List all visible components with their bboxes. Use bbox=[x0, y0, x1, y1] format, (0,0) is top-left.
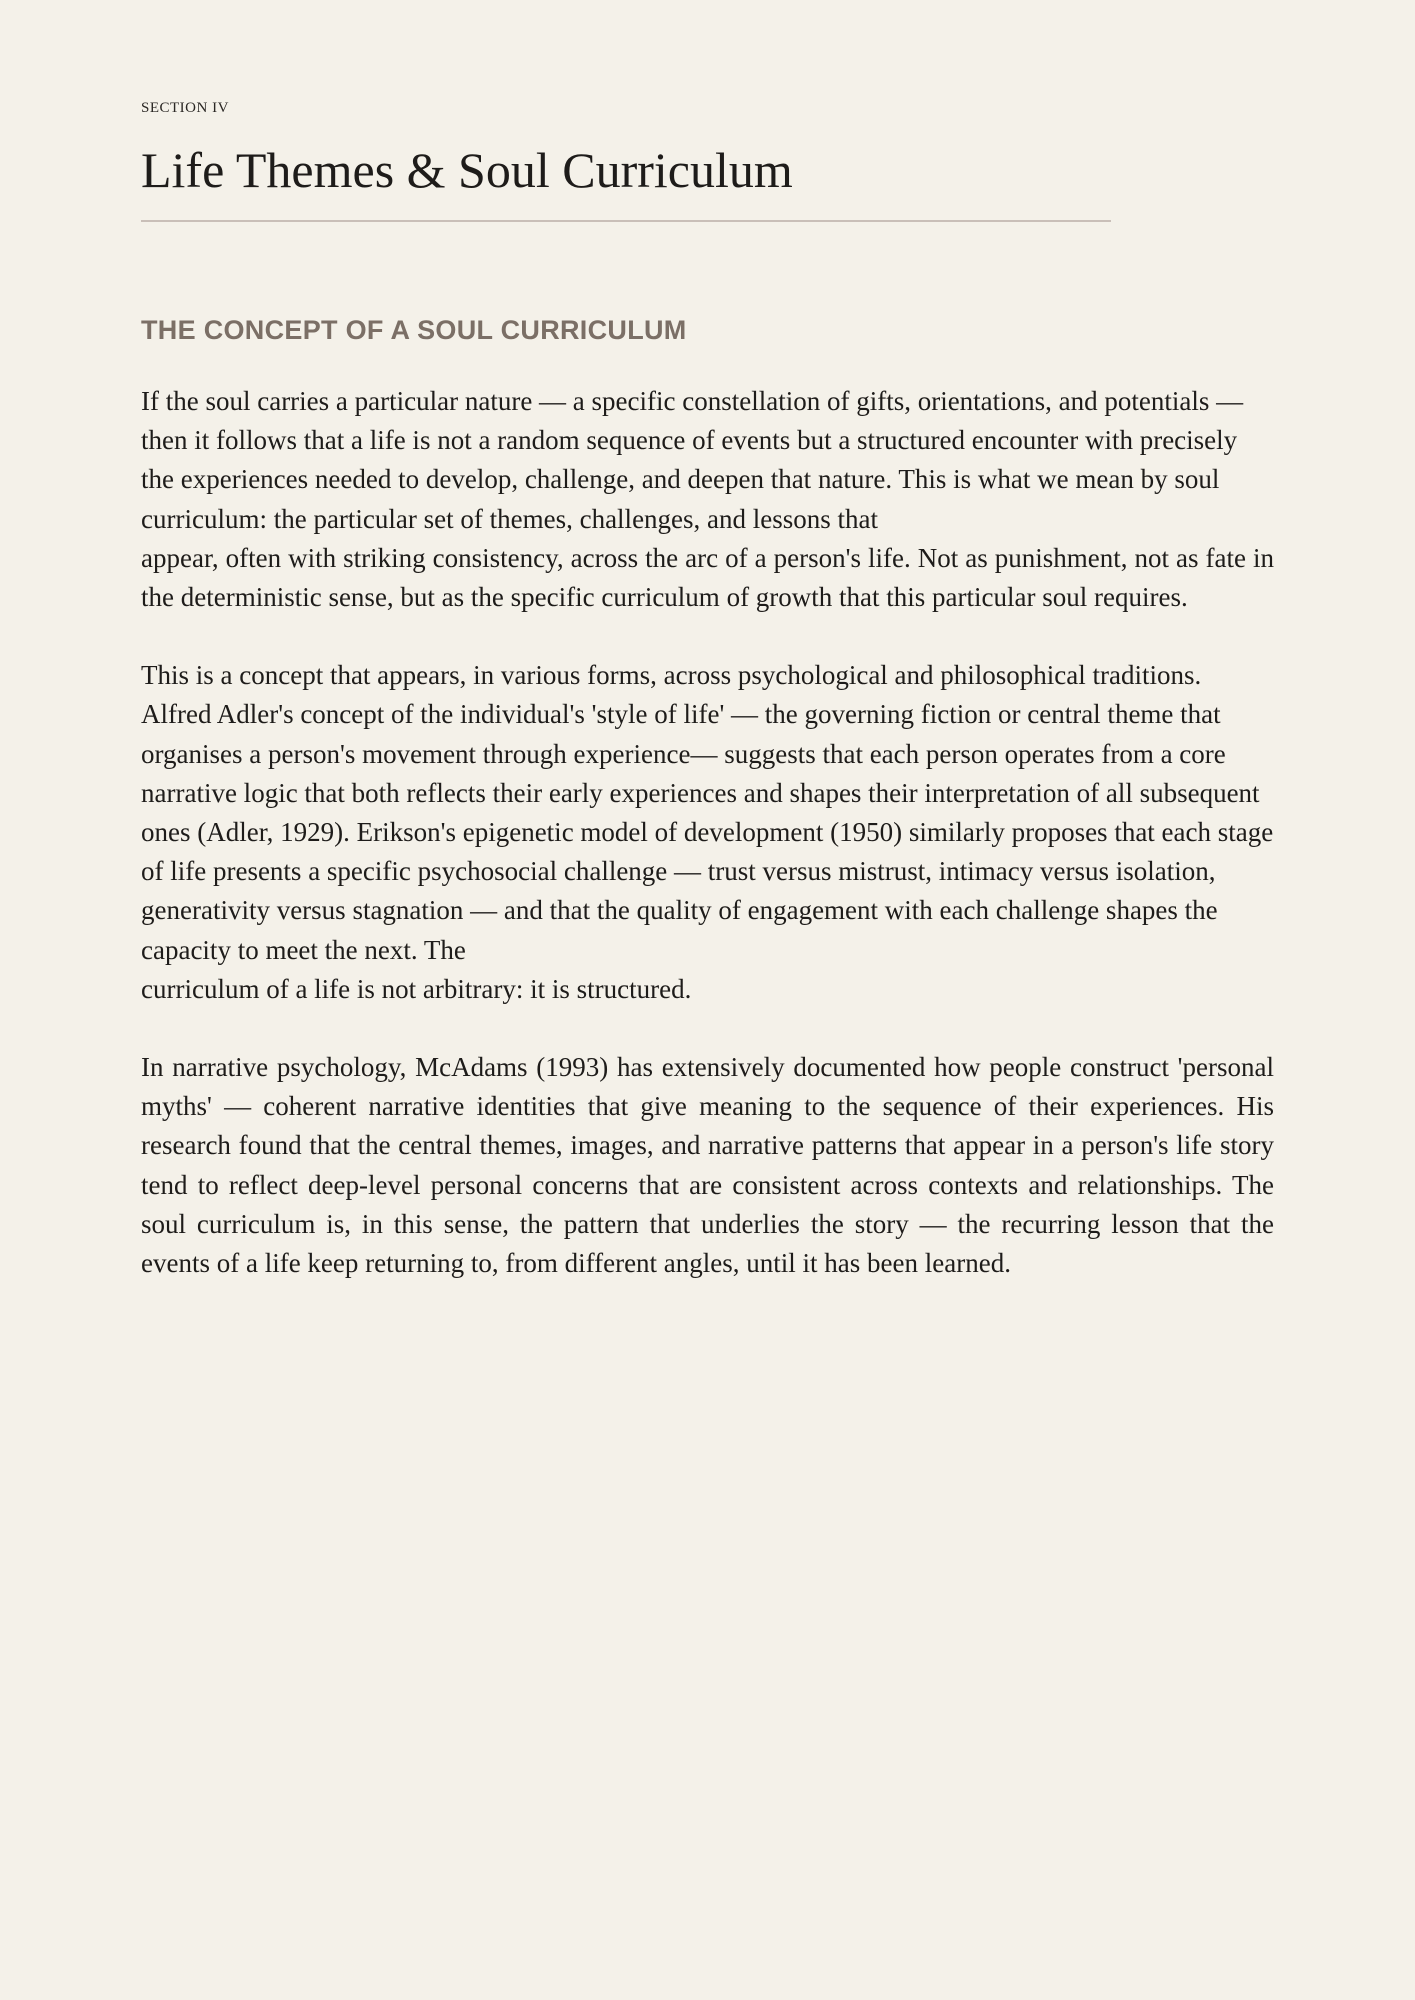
page-title: Life Themes & Soul Curriculum bbox=[141, 142, 793, 198]
paragraph-1 bbox=[141, 382, 1274, 617]
section-label: SECTION IV bbox=[141, 100, 229, 116]
paragraph-2 bbox=[141, 656, 1274, 1009]
paragraph-1-part-2: appear, often with striking consistency, across the arc of a person's life. Not as punishment, not as fate in the deterministic sense, but as the specific curriculum of growth that this particular soul requires. bbox=[141, 542, 1274, 613]
body-text bbox=[141, 382, 1274, 1322]
title-divider bbox=[141, 220, 1111, 222]
subsection-heading: THE CONCEPT OF A SOUL CURRICULUM bbox=[141, 315, 687, 345]
paragraph-2-part-1: This is a concept that appears, in various forms, across psychological and philosophical traditions. Alfred Adler's concept of the individual's 'style of life' — the governing fiction or central theme that organises a person's movement through experience— suggests that each person operates from a core narrative logic that both reflects their early experiences and shapes their interpretation of all subsequent ones (Adler, 1929). Erikson's epigenetic model of development (1950) similarly proposes that each stage of life presents a specific psychosocial challenge — trust versus mistrust, intimacy versus isolation, generativity versus stagnation — and that the quality of engagement with each challenge shapes the capacity to meet the next. The bbox=[141, 660, 1274, 965]
paragraph-1-part-1: If the soul carries a particular nature — a specific constellation of gifts, orientations, and potentials — then it follows that a life is not a random sequence of events but a structured encounter with precisely the experiences needed to develop, challenge, and deepen that nature. This is what we mean by soul curriculum: the particular set of themes, challenges, and lessons that bbox=[141, 386, 1244, 534]
paragraph-3 bbox=[141, 1048, 1274, 1283]
paragraph-3-part-1: In narrative psychology, McAdams (1993) has extensively documented how people construct 'personal myths' — coherent narrative identities that give meaning to the sequence of their experiences. His research found that the central themes, images, and narrative patterns that appear in a person's life story tend to reflect deep-level personal concerns that are consistent across contexts and relationships. The soul curriculum is, in this sense, the pattern that underlies the story — the recurring lesson that the events of a life keep returning to, from different angles, until it has been learned. bbox=[141, 1052, 1274, 1279]
paragraph-2-part-2: curriculum of a life is not arbitrary: it is structured. bbox=[141, 973, 692, 1004]
